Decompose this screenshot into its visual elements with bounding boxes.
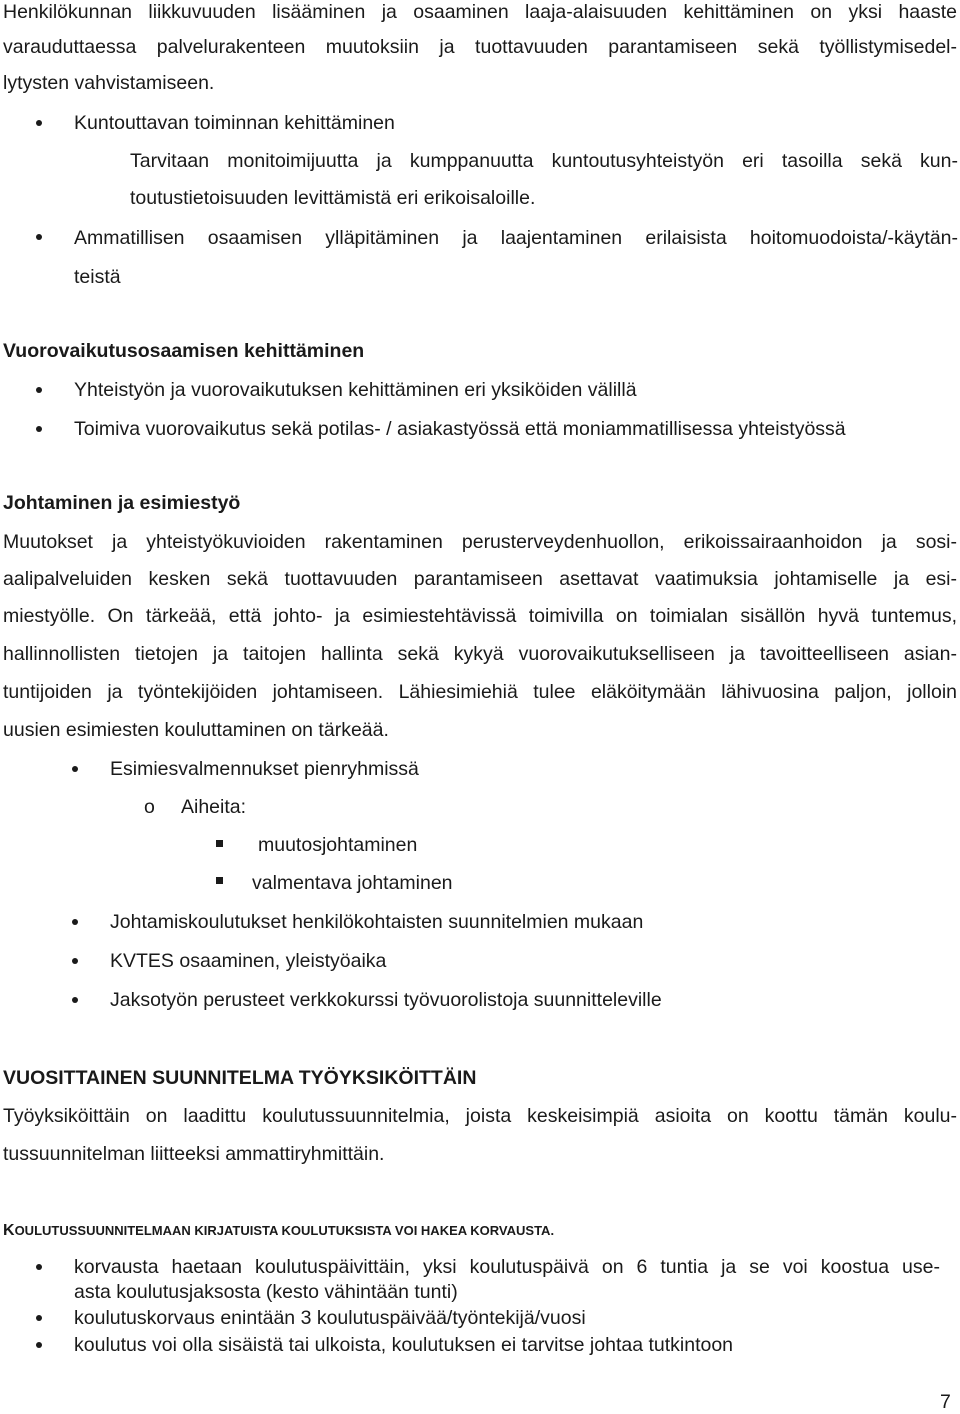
section-heading-interaction: Vuorovaikutusosaamisen kehittäminen [3, 340, 365, 362]
list1-item1-text-2: toutustietoisuuden levittämistä eri erikoisaloille. [130, 187, 536, 209]
bullet-icon [36, 426, 42, 432]
intro-line-1: Henkilökunnan liikkuvuuden lisääminen ja osaaminen laaja-alaisuuden kehittäminen on yksi haaste [3, 1, 957, 23]
square-bullet-icon [216, 840, 223, 847]
page-number: 7 [940, 1391, 951, 1413]
intro-line-2: varauduttaessa palvelurakenteen muutoksiin ja tuottavuuden parantamiseen sekä työllistymisedel- [3, 36, 957, 58]
leadership-line-2: aalipalveluiden kesken sekä tuottavuuden parantamiseen asettavat vaatimuksia johtamiselle ja esi- [3, 568, 957, 590]
compensation-item-1-line-2: asta koulutusjaksosta (kesto vähintään tunti) [74, 1281, 458, 1303]
interaction-item-1: Yhteistyön ja vuorovaikutuksen kehittäminen eri yksiköiden välillä [74, 379, 637, 401]
leadership-item-2: Johtamiskoulutukset henkilökohtaisten suunnitelmien mukaan [110, 911, 644, 933]
annual-line-1: Työyksiköittäin on laadittu koulutussuunnitelmia, joista keskeisimpiä asioita on koottu tämän koulu- [3, 1105, 957, 1127]
section-heading-leadership: Johtaminen ja esimiestyö [3, 492, 241, 514]
intro-line-3: lytysten vahvistamiseen. [3, 72, 215, 94]
bullet-icon [72, 919, 78, 925]
leadership-line-6: uusien esimiesten kouluttaminen on tärkeää. [3, 719, 389, 741]
leadership-line-3: miestyölle. On tärkeää, että johto- ja esimiestehtävissä toimivilla on toimialan sisällön hyvä tuntemus, [3, 605, 957, 627]
compensation-item-3: koulutus voi olla sisäistä tai ulkoista, koulutuksen ei tarvitse johtaa tutkintoon [74, 1334, 734, 1356]
leadership-line-5: tuntijoiden ja työntekijöiden johtamiseen. Lähiesimiehiä tulee eläköitymään lähivuosina paljon, jolloin [3, 681, 957, 703]
leadership-subsub-item-2: valmentava johtaminen [252, 872, 453, 894]
square-bullet-icon [216, 877, 223, 884]
list1-item2-line-2: teistä [74, 266, 121, 288]
leadership-line-1: Muutokset ja yhteistyökuvioiden rakentaminen perusterveydenhuollon, erikoissairaanhoidon ja sosi- [3, 531, 957, 553]
list1-item2-line-1: Ammatillisen osaamisen ylläpitäminen ja laajentaminen erilaisista hoitomuodoista/-käytän- [74, 227, 958, 249]
list1-item1-text-1: Tarvitaan monitoimijuutta ja kumppanuutta kuntoutusyhteistyön eri tasoilla sekä kun- [130, 150, 958, 172]
leadership-line-4: hallinnollisten tietojen ja taitojen hallinta sekä kykyä vuorovaikutukselliseen ja tavoitteelliseen asian- [3, 643, 957, 665]
heading-rest: OULUTUSSUUNNITELMAAN KIRJATUISTA KOULUTUKSISTA VOI HAKEA KORVAUSTA. [14, 1223, 555, 1238]
section-heading-compensation [3, 1217, 554, 1243]
compensation-item-2: koulutuskorvaus enintään 3 koulutuspäivää/työntekijä/vuosi [74, 1307, 586, 1329]
bullet-icon [36, 1342, 42, 1348]
leadership-subsub-item-1: muutosjohtaminen [258, 834, 418, 856]
bullet-icon [36, 387, 42, 393]
leadership-item-3: KVTES osaaminen, yleistyöaika [110, 950, 387, 972]
leadership-item-4: Jaksotyön perusteet verkkokurssi työvuorolistoja suunnitteleville [110, 989, 662, 1011]
section-heading-annual: VUOSITTAINEN SUUNNITELMA TYÖYKSIKÖITTÄIN [3, 1067, 477, 1089]
bullet-icon [36, 1264, 42, 1270]
bullet-icon [36, 120, 42, 126]
leadership-item-1: Esimiesvalmennukset pienryhmissä [110, 758, 419, 780]
circle-bullet-icon: o [144, 796, 155, 818]
bullet-icon [72, 958, 78, 964]
leadership-sub-item: Aiheita: [181, 796, 247, 818]
bullet-icon [72, 997, 78, 1003]
bullet-icon [36, 234, 42, 240]
list1-item1-title: Kuntouttavan toiminnan kehittäminen [74, 112, 395, 134]
heading-initial: K [3, 1222, 15, 1239]
interaction-item-2: Toimiva vuorovaikutus sekä potilas- / asiakastyössä että moniammatillisessa yhteistyössä [74, 418, 846, 440]
annual-line-2: tussuunnitelman liitteeksi ammattiryhmittäin. [3, 1143, 385, 1165]
compensation-item-1-line-1: korvausta haetaan koulutuspäivittäin, yksi koulutuspäivä on 6 tuntia ja se voi koostua use- [74, 1256, 940, 1278]
bullet-icon [36, 1315, 42, 1321]
bullet-icon [72, 766, 78, 772]
